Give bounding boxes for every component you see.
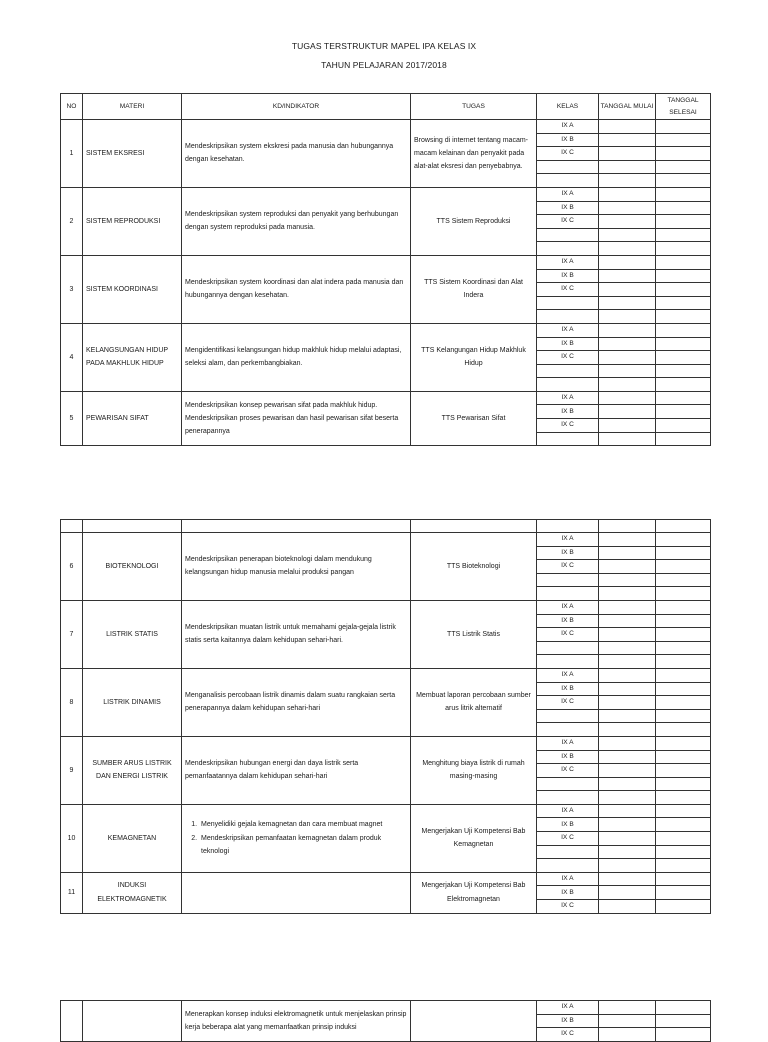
kelas-cell: IX B	[537, 269, 599, 283]
tanggal-mulai-cell	[599, 120, 656, 134]
kelas-cell	[537, 432, 599, 446]
tanggal-mulai-cell	[599, 668, 656, 682]
tanggal-selesai-cell	[656, 337, 711, 351]
tanggal-mulai-cell	[599, 187, 656, 201]
tanggal-selesai-cell	[656, 364, 711, 378]
tanggal-mulai-cell	[599, 160, 656, 174]
kelas-cell: IX B	[537, 614, 599, 628]
tanggal-selesai-cell	[656, 900, 711, 914]
tanggal-selesai-cell	[656, 628, 711, 642]
tanggal-selesai-cell	[656, 160, 711, 174]
tanggal-mulai-cell	[599, 201, 656, 215]
tanggal-selesai-cell	[656, 614, 711, 628]
tanggal-selesai-cell	[656, 818, 711, 832]
tugas-cell: Browsing di internet tentang macam-macam kelainan dan penyakit pada alat-alat eksresi dan penyebabnya.	[411, 120, 537, 188]
tugas-cell: Mengerjakan Uji Kompetensi Bab Kemagnetan	[411, 804, 537, 872]
kd-indikator-cell: Mendeskripsikan hubungan energi dan daya listrik serta pemanfaatannya dalam kehidupan sehari-hari	[182, 736, 411, 804]
row-number: 1	[61, 120, 83, 188]
tanggal-selesai-cell	[656, 378, 711, 392]
tanggal-selesai-cell	[656, 419, 711, 433]
kd-indikator-cell: Mendeskripsikan system koordinasi dan alat indera pada manusia dan hubungannya dengan kesehatan.	[182, 255, 411, 323]
kelas-cell: IX C	[537, 419, 599, 433]
tanggal-mulai-cell	[599, 641, 656, 655]
kelas-cell: IX B	[537, 337, 599, 351]
tanggal-mulai-cell	[599, 560, 656, 574]
table-row	[61, 255, 711, 269]
kelas-cell: IX C	[537, 215, 599, 229]
table-row	[61, 1001, 711, 1015]
tanggal-mulai-cell	[599, 215, 656, 229]
document-subtitle: TAHUN PELAJARAN 2017/2018	[321, 60, 447, 70]
tanggal-selesai-cell	[656, 886, 711, 900]
table-row	[61, 187, 711, 201]
kelas-cell	[537, 310, 599, 324]
tanggal-mulai-cell	[599, 228, 656, 242]
kelas-cell	[537, 573, 599, 587]
tanggal-selesai-cell	[656, 310, 711, 324]
tanggal-selesai-cell	[656, 187, 711, 201]
kd-indikator-cell: Menganalisis percobaan listrik dinamis dalam suatu rangkaian serta penerapannya dalam kehidupan sehari-hari	[182, 668, 411, 736]
kelas-cell	[537, 364, 599, 378]
tanggal-selesai-cell	[656, 432, 711, 446]
tanggal-mulai-cell	[599, 405, 656, 419]
materi-cell: SISTEM EKSRESI	[83, 120, 182, 188]
kelas-cell: IX A	[537, 668, 599, 682]
tanggal-selesai-cell	[656, 750, 711, 764]
tanggal-mulai-cell	[599, 174, 656, 188]
row-number: 10	[61, 804, 83, 872]
header-materi: MATERI	[83, 94, 182, 120]
tanggal-mulai-cell	[599, 723, 656, 737]
tanggal-mulai-cell	[599, 147, 656, 161]
kelas-cell: IX A	[537, 804, 599, 818]
tanggal-selesai-cell	[656, 859, 711, 873]
row-number: 4	[61, 323, 83, 391]
kelas-cell: IX A	[537, 533, 599, 547]
tanggal-selesai-cell	[656, 641, 711, 655]
kelas-cell	[537, 845, 599, 859]
kelas-cell: IX C	[537, 560, 599, 574]
kelas-cell: IX A	[537, 255, 599, 269]
table-row	[61, 120, 711, 134]
kelas-cell: IX C	[537, 283, 599, 297]
tanggal-mulai-cell	[599, 764, 656, 778]
tanggal-mulai-cell	[599, 255, 656, 269]
tanggal-selesai-cell	[656, 133, 711, 147]
tugas-cell: Menghitung biaya listrik di rumah masing-masing	[411, 736, 537, 804]
materi-cell: SISTEM REPRODUKSI	[83, 187, 182, 255]
tanggal-mulai-cell	[599, 736, 656, 750]
materi-cell: INDUKSI ELEKTROMAGNETIK	[83, 872, 182, 913]
kelas-cell: IX A	[537, 1001, 599, 1015]
tanggal-mulai-cell	[599, 133, 656, 147]
tanggal-selesai-cell	[656, 255, 711, 269]
row-number: 5	[61, 391, 83, 445]
tanggal-selesai-cell	[656, 533, 711, 547]
tugas-cell	[411, 1001, 537, 1042]
row-number: 3	[61, 255, 83, 323]
tanggal-mulai-cell	[599, 419, 656, 433]
row-number	[61, 1001, 83, 1042]
header-no	[61, 520, 83, 533]
tugas-cell: TTS Listrik Statis	[411, 600, 537, 668]
row-number: 2	[61, 187, 83, 255]
tanggal-mulai-cell	[599, 804, 656, 818]
kelas-cell: IX A	[537, 872, 599, 886]
materi-cell: KEMAGNETAN	[83, 804, 182, 872]
tanggal-selesai-cell	[656, 283, 711, 297]
tanggal-selesai-cell	[656, 587, 711, 601]
kelas-cell	[537, 228, 599, 242]
tanggal-selesai-cell	[656, 147, 711, 161]
tanggal-mulai-cell	[599, 600, 656, 614]
kelas-cell: IX A	[537, 391, 599, 405]
kelas-cell: IX A	[537, 600, 599, 614]
tanggal-mulai-cell	[599, 323, 656, 337]
tanggal-selesai-cell	[656, 391, 711, 405]
kelas-cell: IX C	[537, 696, 599, 710]
tanggal-selesai-cell	[656, 546, 711, 560]
row-number: 8	[61, 668, 83, 736]
tanggal-selesai-cell	[656, 405, 711, 419]
kelas-cell: IX C	[537, 351, 599, 365]
tanggal-selesai-cell	[656, 560, 711, 574]
materi-cell: LISTRIK STATIS	[83, 600, 182, 668]
tugas-cell: TTS Kelangungan Hidup Makhluk Hidup	[411, 323, 537, 391]
tanggal-mulai-cell	[599, 696, 656, 710]
table-row	[61, 736, 711, 750]
tanggal-mulai-cell	[599, 337, 656, 351]
tanggal-selesai-cell	[656, 323, 711, 337]
kd-indikator-cell: Mendeskripsikan system ekskresi pada manusia dan hubungannya dengan kesehatan.	[182, 120, 411, 188]
tanggal-selesai-cell	[656, 1028, 711, 1042]
table-row	[61, 600, 711, 614]
kelas-cell: IX B	[537, 1014, 599, 1028]
tanggal-selesai-cell	[656, 228, 711, 242]
tanggal-selesai-cell	[656, 351, 711, 365]
kd-indikator-item: 2. Mendeskripsikan pemanfaatan kemagnetan dalam produk teknologi	[199, 832, 407, 859]
kelas-cell	[537, 160, 599, 174]
tanggal-mulai-cell	[599, 296, 656, 310]
tanggal-selesai-cell	[656, 1014, 711, 1028]
tanggal-mulai-cell	[599, 859, 656, 873]
tanggal-mulai-cell	[599, 351, 656, 365]
header-kelas	[537, 520, 599, 533]
table-row	[61, 872, 711, 886]
kd-indikator-cell: Mendeskripsikan penerapan bioteknologi dalam mendukung kelangsungan hidup manusia melalui produksi pangan	[182, 533, 411, 601]
tanggal-mulai-cell	[599, 533, 656, 547]
tanggal-mulai-cell	[599, 1028, 656, 1042]
tanggal-mulai-cell	[599, 432, 656, 446]
table-header-row-blank	[61, 520, 711, 533]
header-kd	[182, 520, 411, 533]
tanggal-mulai-cell	[599, 900, 656, 914]
kelas-cell	[537, 587, 599, 601]
kelas-cell: IX B	[537, 201, 599, 215]
tanggal-mulai-cell	[599, 546, 656, 560]
tanggal-mulai-cell	[599, 791, 656, 805]
kelas-cell: IX C	[537, 832, 599, 846]
row-number: 6	[61, 533, 83, 601]
document-title: TUGAS TERSTRUKTUR MAPEL IPA KELAS IX	[291, 41, 477, 51]
kelas-cell	[537, 709, 599, 723]
kelas-cell: IX C	[537, 1028, 599, 1042]
table-row	[61, 391, 711, 405]
row-number: 9	[61, 736, 83, 804]
header-kelas: KELAS	[537, 94, 599, 120]
kd-indikator-list	[185, 818, 407, 858]
tanggal-mulai-cell	[599, 872, 656, 886]
tanggal-selesai-cell	[656, 845, 711, 859]
tanggal-selesai-cell	[656, 832, 711, 846]
kd-indikator-cell	[182, 872, 411, 913]
tanggal-mulai-cell	[599, 750, 656, 764]
kelas-cell: IX B	[537, 750, 599, 764]
kelas-cell	[537, 174, 599, 188]
kelas-cell: IX B	[537, 682, 599, 696]
tanggal-mulai-cell	[599, 269, 656, 283]
header-kd: KD/INDIKATOR	[182, 94, 411, 120]
header-selesai: TANGGAL SELESAI	[656, 94, 711, 120]
tanggal-selesai-cell	[656, 777, 711, 791]
materi-cell: PEWARISAN SIFAT	[83, 391, 182, 445]
tanggal-selesai-cell	[656, 668, 711, 682]
tanggal-mulai-cell	[599, 777, 656, 791]
tanggal-mulai-cell	[599, 818, 656, 832]
kd-indikator-cell: Mendeskripsikan konsep pewarisan sifat pada makhluk hidup. Mendeskripsikan proses pewarisan dan hasil pewarisan sifat beserta penerapannya	[182, 391, 411, 445]
tugas-cell: Mengerjakan Uji Kompetensi Bab Elektromagnetan	[411, 872, 537, 913]
kelas-cell: IX A	[537, 736, 599, 750]
kelas-cell	[537, 723, 599, 737]
tugas-cell: TTS Sistem Reproduksi	[411, 187, 537, 255]
kelas-cell	[537, 655, 599, 669]
kd-indikator-cell: Mengidentifikasi kelangsungan hidup makhluk hidup melalui adaptasi, seleksi alam, dan perkembangbiakan.	[182, 323, 411, 391]
materi-cell: KELANGSUNGAN HIDUP PADA MAKHLUK HIDUP	[83, 323, 182, 391]
tanggal-selesai-cell	[656, 736, 711, 750]
tanggal-mulai-cell	[599, 628, 656, 642]
tanggal-mulai-cell	[599, 364, 656, 378]
kelas-cell: IX B	[537, 818, 599, 832]
kelas-cell: IX B	[537, 546, 599, 560]
tanggal-mulai-cell	[599, 283, 656, 297]
kd-indikator-cell	[182, 804, 411, 872]
tanggal-mulai-cell	[599, 573, 656, 587]
assignment-table-page-1	[60, 93, 711, 446]
tanggal-selesai-cell	[656, 242, 711, 256]
kelas-cell: IX A	[537, 120, 599, 134]
row-number: 11	[61, 872, 83, 913]
tanggal-selesai-cell	[656, 709, 711, 723]
tanggal-selesai-cell	[656, 682, 711, 696]
materi-cell: SUMBER ARUS LISTRIK DAN ENERGI LISTRIK	[83, 736, 182, 804]
table-row	[61, 323, 711, 337]
materi-cell: BIOTEKNOLOGI	[83, 533, 182, 601]
table-row	[61, 804, 711, 818]
materi-cell	[83, 1001, 182, 1042]
tanggal-mulai-cell	[599, 1001, 656, 1015]
tanggal-selesai-cell	[656, 804, 711, 818]
tanggal-mulai-cell	[599, 655, 656, 669]
kd-indikator-cell: Mendeskripsikan system reproduksi dan penyakit yang berhubungan dengan system reproduksi pada manusia.	[182, 187, 411, 255]
tanggal-selesai-cell	[656, 573, 711, 587]
kelas-cell	[537, 641, 599, 655]
kelas-cell: IX C	[537, 764, 599, 778]
tanggal-selesai-cell	[656, 174, 711, 188]
tanggal-mulai-cell	[599, 886, 656, 900]
tanggal-mulai-cell	[599, 682, 656, 696]
header-mulai: TANGGAL MULAI	[599, 94, 656, 120]
tanggal-selesai-cell	[656, 269, 711, 283]
tanggal-selesai-cell	[656, 723, 711, 737]
tanggal-selesai-cell	[656, 600, 711, 614]
tanggal-mulai-cell	[599, 587, 656, 601]
tanggal-selesai-cell	[656, 1001, 711, 1015]
tanggal-mulai-cell	[599, 614, 656, 628]
tanggal-mulai-cell	[599, 242, 656, 256]
kelas-cell	[537, 777, 599, 791]
tanggal-mulai-cell	[599, 845, 656, 859]
kelas-cell: IX A	[537, 187, 599, 201]
table-row	[61, 533, 711, 547]
header-tugas: TUGAS	[411, 94, 537, 120]
kelas-cell: IX C	[537, 147, 599, 161]
tugas-cell: TTS Pewarisan Sifat	[411, 391, 537, 445]
tugas-cell: TTS Sistem Koordinasi dan Alat Indera	[411, 255, 537, 323]
kelas-cell: IX B	[537, 405, 599, 419]
tanggal-mulai-cell	[599, 310, 656, 324]
tanggal-selesai-cell	[656, 215, 711, 229]
tanggal-selesai-cell	[656, 296, 711, 310]
kelas-cell	[537, 242, 599, 256]
tugas-cell: TTS Bioteknologi	[411, 533, 537, 601]
kelas-cell: IX A	[537, 323, 599, 337]
kelas-cell: IX B	[537, 133, 599, 147]
header-selesai	[656, 520, 711, 533]
tanggal-selesai-cell	[656, 872, 711, 886]
table-row	[61, 668, 711, 682]
kelas-cell	[537, 791, 599, 805]
row-number: 7	[61, 600, 83, 668]
kelas-cell	[537, 378, 599, 392]
tanggal-selesai-cell	[656, 764, 711, 778]
kelas-cell	[537, 859, 599, 873]
header-no: NO	[61, 94, 83, 120]
tanggal-selesai-cell	[656, 791, 711, 805]
assignment-table-page-3	[60, 1000, 711, 1042]
table-header-row	[61, 94, 711, 120]
tanggal-mulai-cell	[599, 709, 656, 723]
tanggal-selesai-cell	[656, 120, 711, 134]
kd-indikator-cell: Mendeskripsikan muatan listrik untuk memahami gejala-gejala listrik statis serta kaitannya dalam kehidupan sehari-hari.	[182, 600, 411, 668]
kelas-cell: IX B	[537, 886, 599, 900]
tanggal-selesai-cell	[656, 655, 711, 669]
tanggal-selesai-cell	[656, 696, 711, 710]
materi-cell: SISTEM KOORDINASI	[83, 255, 182, 323]
assignment-table-page-2	[60, 519, 711, 914]
kelas-cell: IX C	[537, 900, 599, 914]
kd-indikator-cell: Menerapkan konsep induksi elektromagnetik untuk menjelaskan prinsip kerja beberapa alat yang memanfaatkan prinsip induksi	[182, 1001, 411, 1042]
tanggal-mulai-cell	[599, 832, 656, 846]
kelas-cell: IX C	[537, 628, 599, 642]
kelas-cell	[537, 296, 599, 310]
kd-indikator-item: 1. Menyelidiki gejala kemagnetan dan cara membuat magnet	[199, 818, 407, 831]
header-materi	[83, 520, 182, 533]
tanggal-selesai-cell	[656, 201, 711, 215]
header-mulai	[599, 520, 656, 533]
tanggal-mulai-cell	[599, 1014, 656, 1028]
tanggal-mulai-cell	[599, 378, 656, 392]
header-tugas	[411, 520, 537, 533]
tugas-cell: Membuat laporan percobaan sumber arus litrik alternatif	[411, 668, 537, 736]
tanggal-mulai-cell	[599, 391, 656, 405]
materi-cell: LISTRIK DINAMIS	[83, 668, 182, 736]
